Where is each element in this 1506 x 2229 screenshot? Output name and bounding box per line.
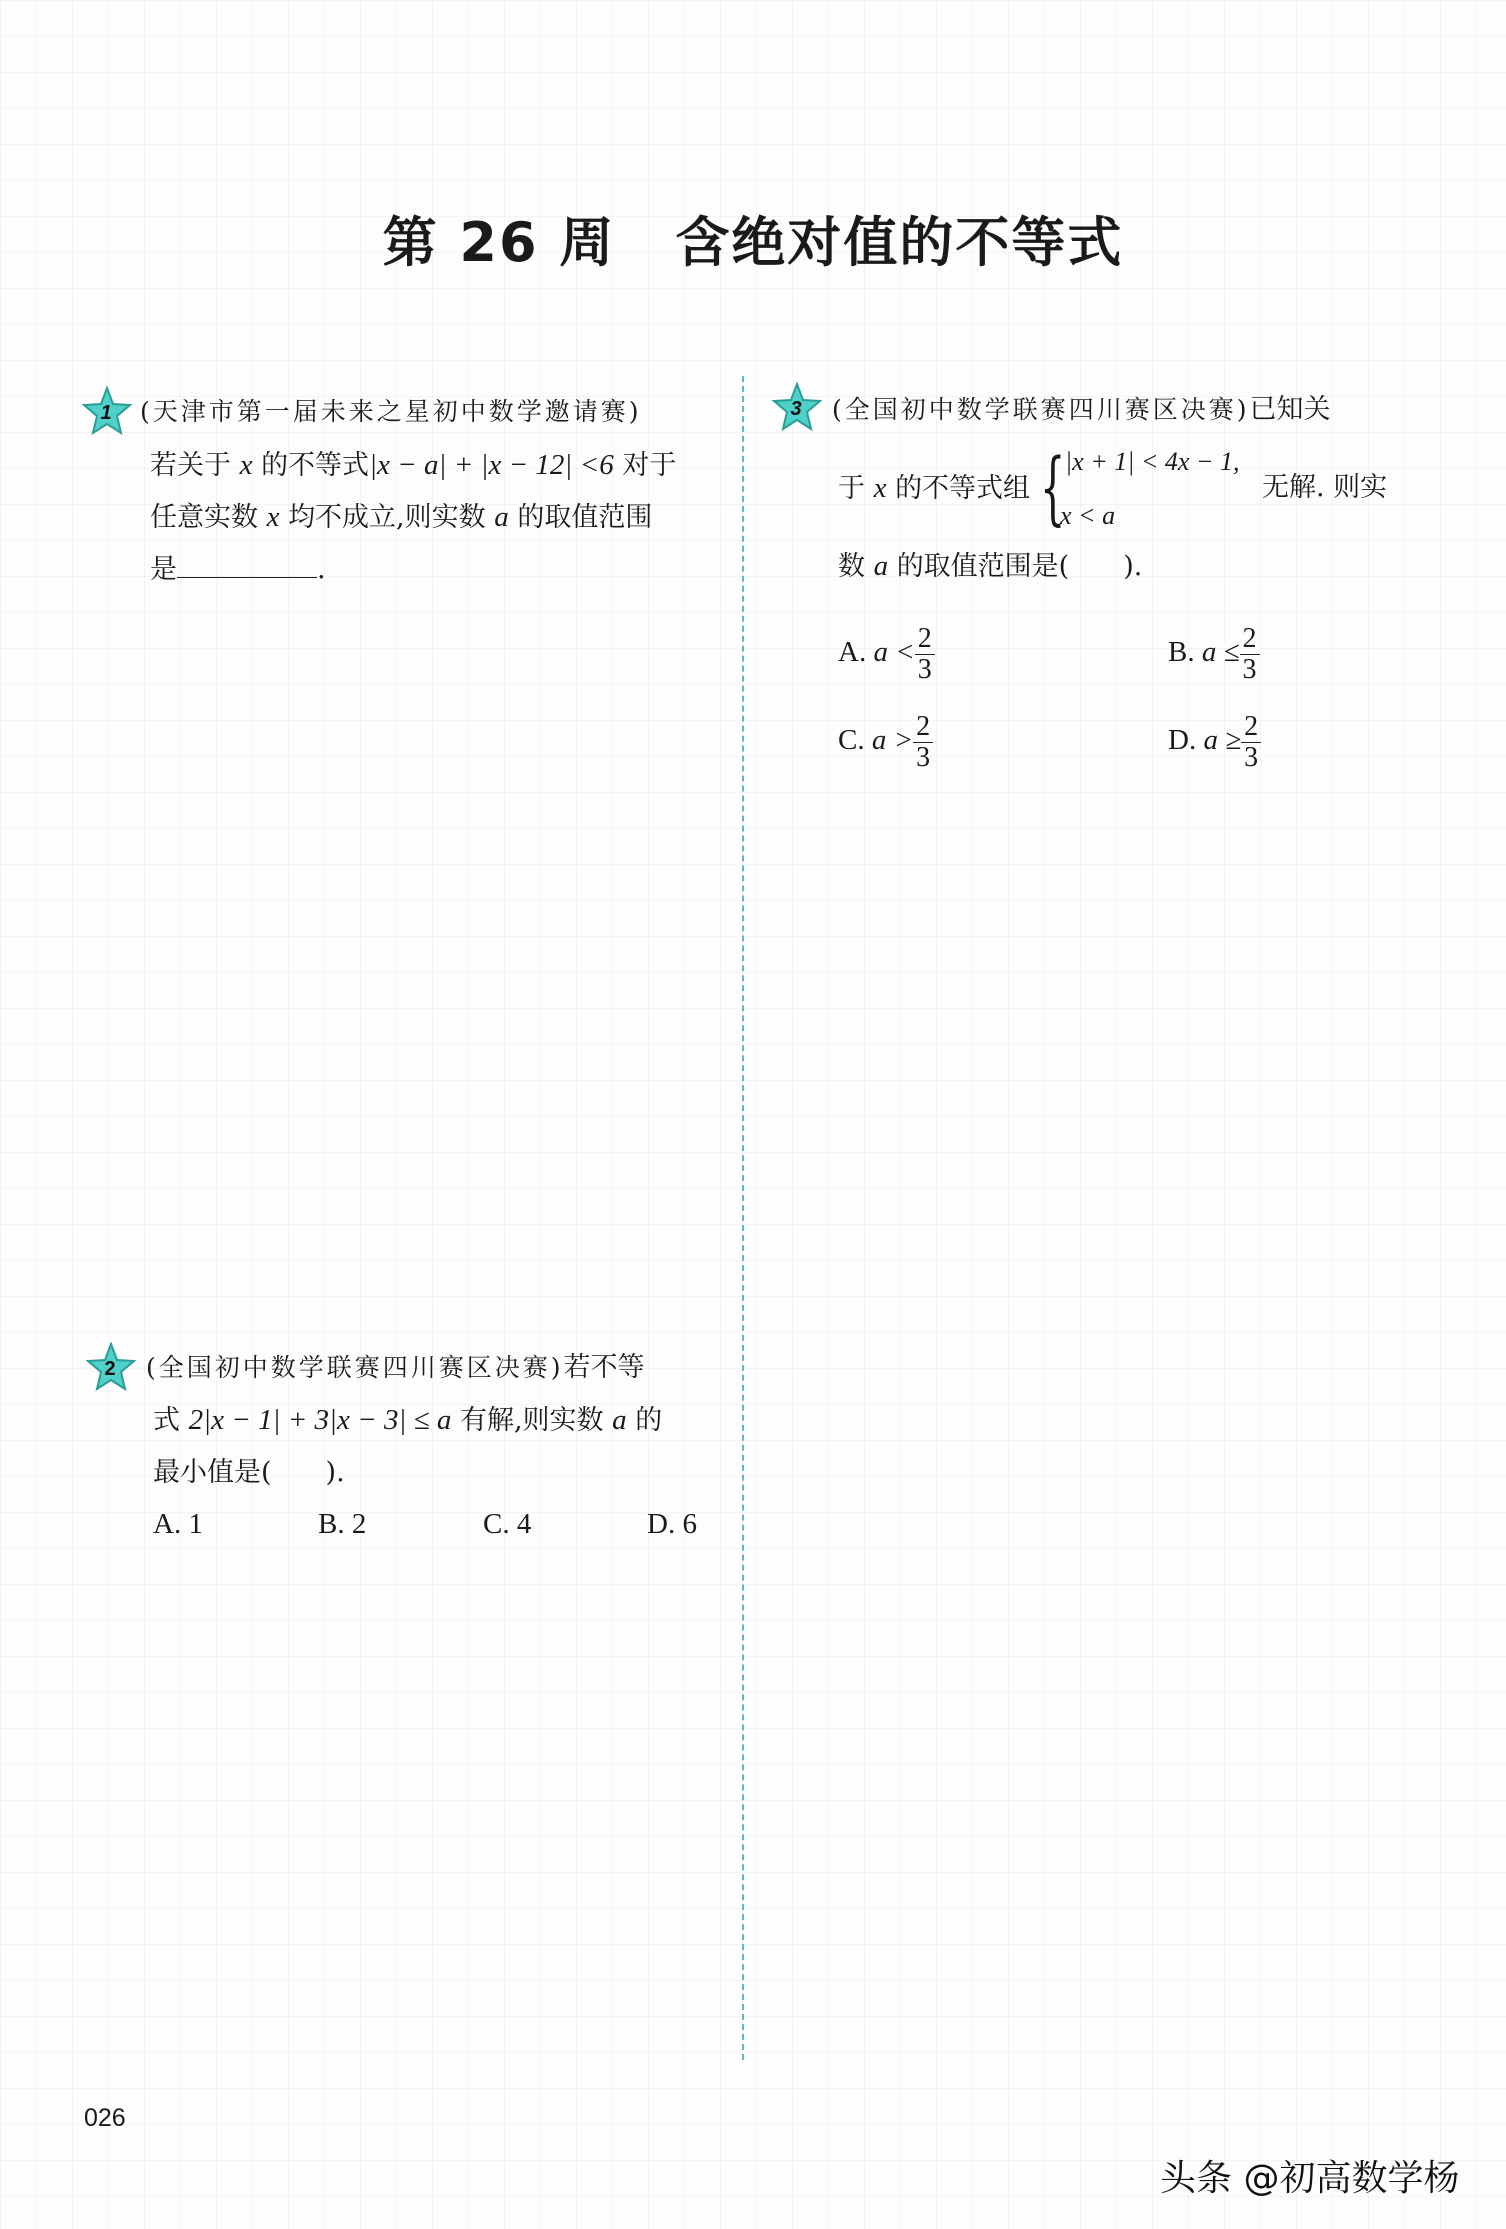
svg-text:3: 3 (790, 398, 802, 420)
q3-line3: 数 a 的取值范围是( ). (838, 550, 1143, 582)
column-divider (742, 376, 744, 2060)
answer-blank[interactable] (177, 553, 317, 578)
q2-option-a[interactable]: A. 1 (153, 1508, 203, 1540)
svg-text:1: 1 (100, 402, 112, 424)
q2-line2: 式 2|x − 1| + 3|x − 3| ≤ a 有解,则实数 a 的 (153, 1404, 663, 1436)
q3-line2-left: 于 x 的不等式组 (838, 472, 1031, 504)
star-number-icon (82, 386, 132, 436)
q3-system-eq1: |x + 1| < 4x − 1, (1065, 447, 1240, 476)
q3-option-d[interactable]: D. a ≥ $\frac{2}{3}$ (1168, 705, 1261, 775)
q2-option-c[interactable]: C. 4 (483, 1508, 532, 1540)
q2-option-b[interactable]: B. 2 (318, 1508, 367, 1540)
q1-source: (天津市第一届未来之星初中数学邀请赛) (140, 397, 642, 426)
q1-line2: 任意实数 x 均不成立,则实数 a 的取值范围 (150, 501, 653, 533)
q3-line1: (全国初中数学联赛四川赛区决赛)已知关 (832, 394, 1331, 425)
q2-option-d[interactable]: D. 6 (647, 1508, 697, 1540)
page-title (0, 200, 1506, 277)
left-brace: { (1040, 441, 1066, 534)
q2-line3: 最小值是( ). (153, 1457, 345, 1488)
star-number-icon (86, 1342, 136, 1392)
q3-option-c[interactable]: C. a > $\frac{2}{3}$ (838, 705, 933, 775)
q3-option-b[interactable]: B. a ≤ $\frac{2}{3}$ (1168, 617, 1260, 687)
q3-system-eq2: x < a (1060, 501, 1116, 530)
week-label: 第 26 周 (382, 211, 616, 274)
q1-line3: 是 . (150, 554, 326, 585)
topic-label: 含绝对值的不等式 (675, 211, 1124, 274)
svg-text:2: 2 (104, 1358, 116, 1380)
watermark: 头条 @初高数学杨 (1160, 2158, 1460, 2199)
star-number-icon (772, 382, 822, 432)
page-number: 026 (84, 2104, 126, 2132)
q2-line1: (全国初中数学联赛四川赛区决赛)若不等 (146, 1352, 645, 1383)
q3-option-a[interactable]: A. a < $\frac{2}{3}$ (838, 617, 935, 687)
q3-line2-right: 无解. 则实 (1262, 472, 1388, 503)
q1-line1: 若关于 x 的不等式|x − a| + |x − 12| <6 对于 (150, 449, 677, 481)
